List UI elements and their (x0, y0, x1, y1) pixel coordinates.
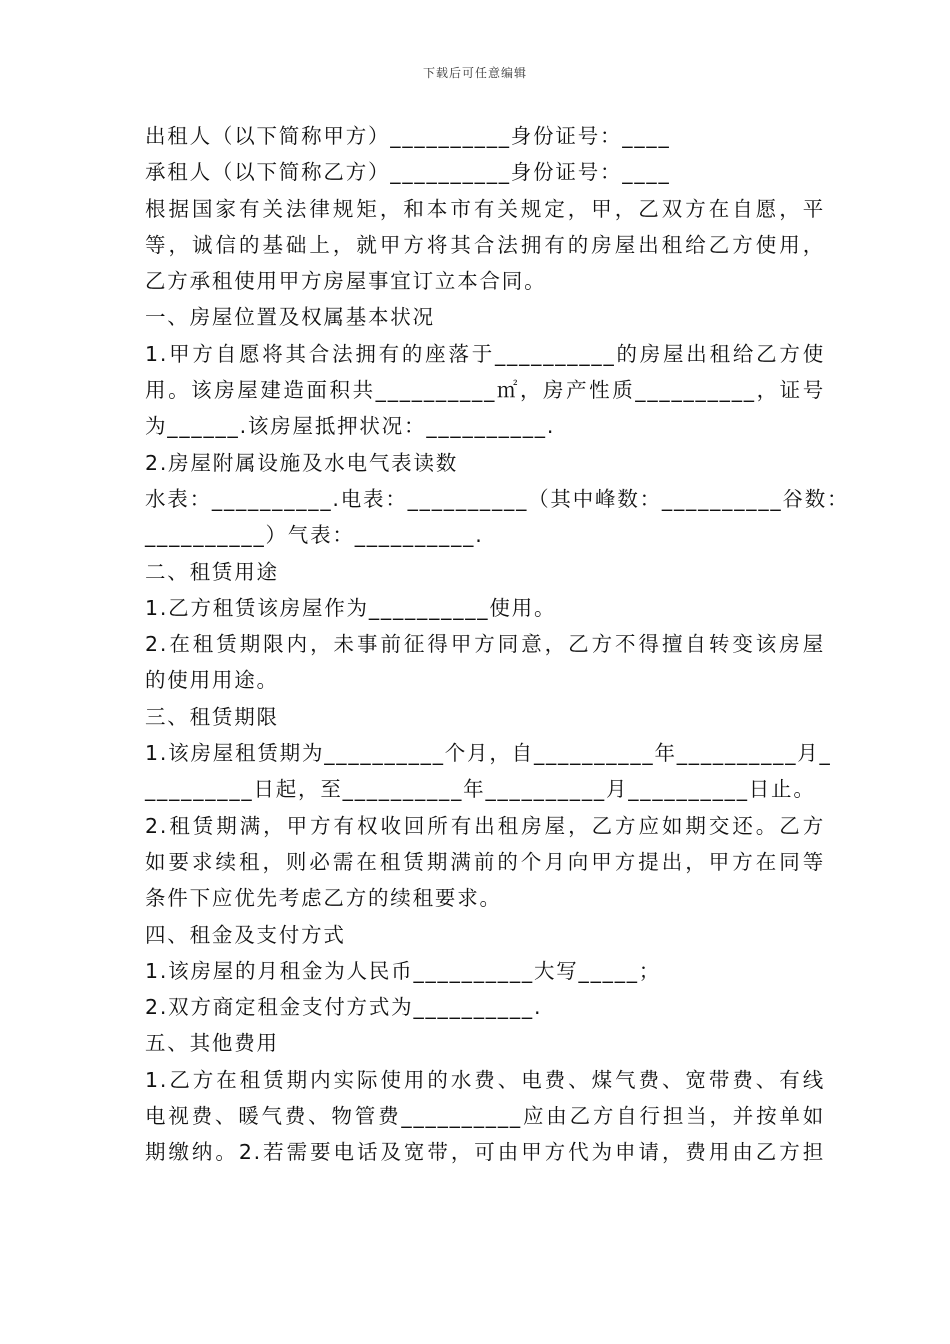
text-line: 1.甲方自愿将其合法拥有的座落于__________的房屋出租给乙方使 (145, 341, 825, 366)
text-line: 1.乙方租赁该房屋作为__________使用。 (145, 595, 557, 620)
text-line: 如要求续租，则必需在租赁期满前的个月向甲方提出，甲方在同等 (145, 849, 825, 874)
text-line: 2.双方商定租金支付方式为__________. (145, 995, 543, 1020)
text-line: 期缴纳。2.若需要电话及宽带，可由甲方代为申请，费用由乙方担 (145, 1140, 825, 1165)
text-line: 2.租赁期满，甲方有权收回所有出租房屋，乙方应如期交还。乙方 (145, 813, 825, 838)
text-line: 水表：__________.电表：__________（其中峰数：__________谷数： (145, 486, 850, 511)
text-line: 条件下应优先考虑乙方的续租要求。 (145, 886, 502, 911)
text-line: 1.乙方在租赁期内实际使用的水费、电费、煤气费、宽带费、有线 (145, 1067, 825, 1092)
text-line: 五、其他费用 (145, 1031, 279, 1056)
text-line: 承租人（以下简称乙方）__________身份证号：____ (145, 160, 671, 185)
text-line: 四、租金及支付方式 (145, 922, 346, 947)
text-line: 1.该房屋租赁期为__________个月，自__________年__________月_ (145, 741, 832, 766)
text-line: 的使用用途。 (145, 668, 279, 693)
text-line: 2.房屋附属设施及水电气表读数 (145, 450, 459, 475)
text-line: 三、租赁期限 (145, 704, 279, 729)
text-line: 根据国家有关法律规矩，和本市有关规定，甲，乙双方在自愿，平 (145, 196, 825, 221)
text-line: 一、房屋位置及权属基本状况 (145, 305, 435, 330)
text-line: __________）气表：__________. (145, 523, 484, 548)
text-line: 乙方承租使用甲方房屋事宜订立本合同。 (145, 269, 547, 294)
text-line: 用。该房屋建造面积共__________㎡，房产性质__________，证号 (145, 378, 825, 403)
text-line: 等，诚信的基础上，就甲方将其合法拥有的房屋出租给乙方使用， (145, 232, 825, 257)
text-line: 为______.该房屋抵押状况：__________. (145, 414, 556, 439)
contract-body (145, 118, 850, 1171)
page-header: 下载后可任意编辑 (422, 66, 527, 80)
text-line: 二、租赁用途 (145, 559, 279, 584)
text-line: 出租人（以下简称甲方）__________身份证号：____ (145, 124, 671, 148)
text-line: 2.在租赁期限内，未事前征得甲方同意，乙方不得擅自转变该房屋 (145, 632, 825, 657)
text-line: 1.该房屋的月租金为人民币__________大写_____； (145, 958, 662, 983)
text-line: 电视费、暖气费、物管费__________应由乙方自行担当，并按单如 (145, 1104, 825, 1129)
text-line: _________日起，至__________年__________月__________日止。 (145, 777, 816, 802)
